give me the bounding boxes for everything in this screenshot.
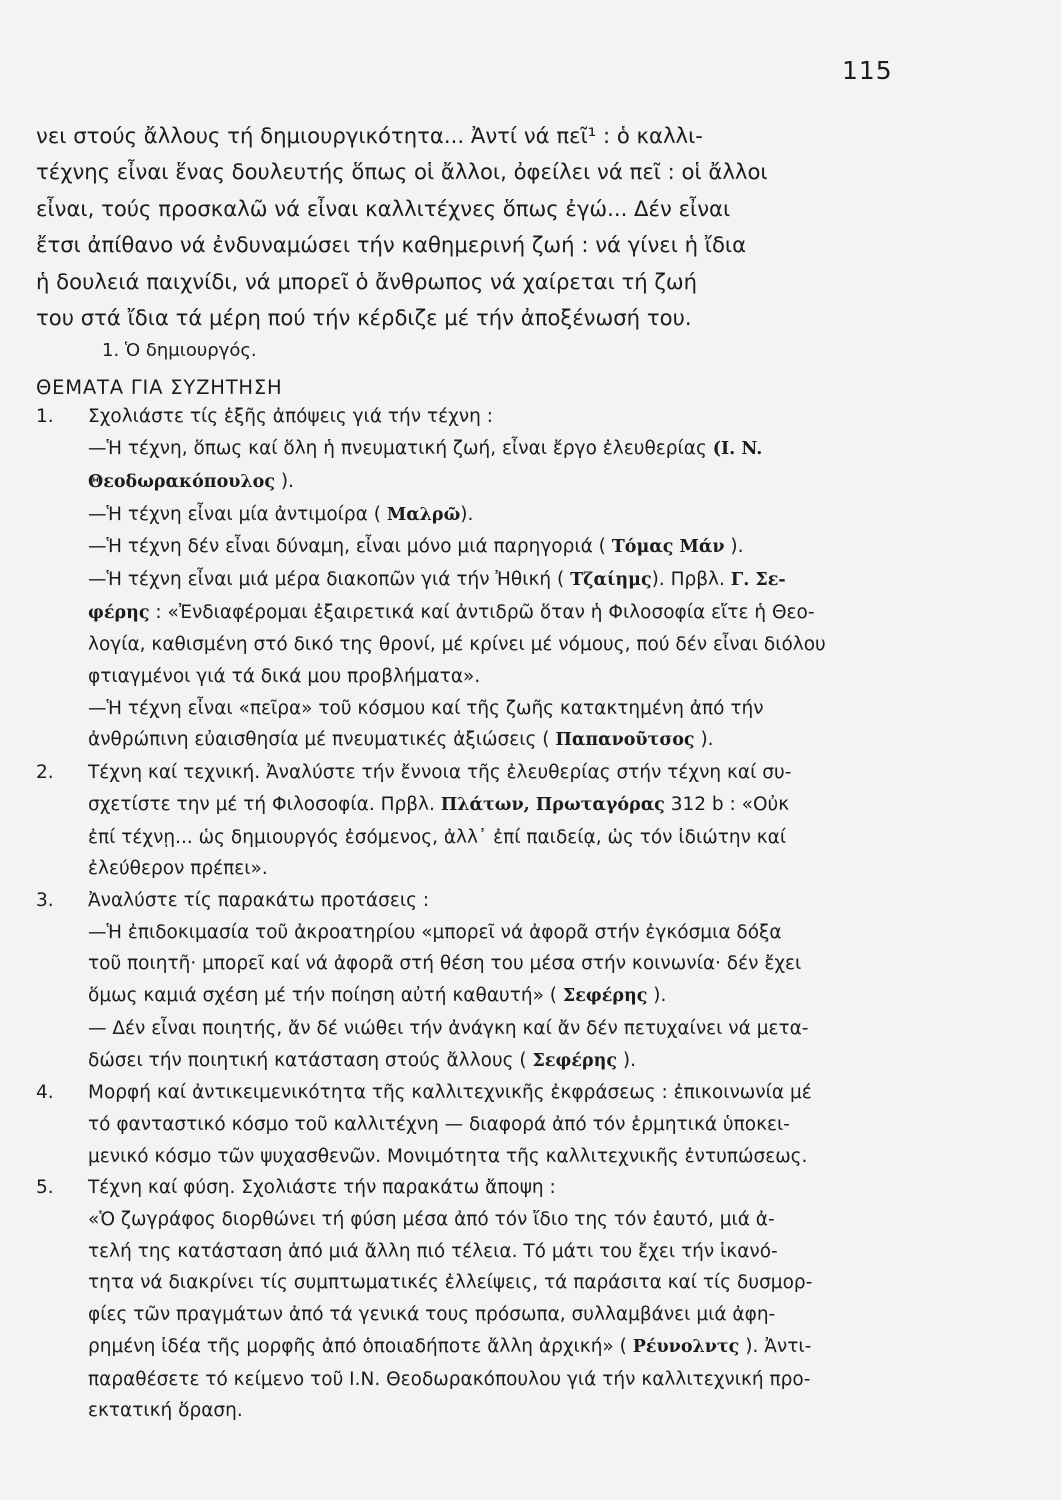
quote-line: παραθέσετε τό κείμενο τοῦ I.N. Θεοδωρακόπουλου γιά τήν καλλιτεχνική προ- xyxy=(88,1368,811,1390)
quote-text: ὅμως καμιά σχέση μέ τήν ποίηση αὐτή καθαυτή» ( xyxy=(88,985,563,1007)
quote-line: — Δέν εἶναι ποιητής, ἄν δέ νιώθει τήν ἀνάγκη καί ἄν δέν πετυχαίνει νά μετα- xyxy=(88,1017,809,1039)
topic-line: Ἀναλύστε τίς παρακάτω προτάσεις : xyxy=(88,889,430,911)
topic-line: ἐπί τέχνῃ... ὡς δημιουργός ἐσόμενος, ἀλλ᾽ ἐπί παιδείᾳ, ὡς τόν ἰδιώτην καί xyxy=(88,826,787,848)
quote-text: ). xyxy=(724,536,744,558)
author-name: Ρέυνολντς xyxy=(632,1336,740,1357)
topic-line: τό φανταστικό κόσμο τοῦ καλλιτέχνη — διαφορά ἀπό τόν ἑρμητικά ὑποκει- xyxy=(88,1113,790,1135)
quote-line xyxy=(88,433,892,466)
author-name: Γ. Σε- xyxy=(730,569,786,590)
quote-line: τοῦ ποιητῆ· μπορεῖ καί νά ἀφορᾶ στή θέση του μέσα στήν κοινωνία· δέν ἔχει xyxy=(88,953,802,975)
topic-text: 312 b : «Οὐκ xyxy=(664,793,790,815)
quote-text: ἀνθρώπινη εὐαισθησία μέ πνευματικές ἀξιώσεις ( xyxy=(88,729,556,751)
author-name: Πλάτων, Πρωταγόρας xyxy=(440,794,665,815)
quote-line xyxy=(88,1045,892,1078)
topic-item xyxy=(36,401,892,757)
quote-text: ). xyxy=(460,503,474,525)
quote-line xyxy=(88,980,892,1013)
topic-line: ἐλεύθερον πρέπει». xyxy=(88,858,268,880)
author-name: Τζαίημς xyxy=(570,569,652,590)
quote-line xyxy=(88,531,892,564)
quote-text: ). Ἀντι- xyxy=(739,1335,812,1357)
topic-item xyxy=(36,1077,892,1172)
topic-item xyxy=(36,757,892,885)
quote-line: τητα νά διακρίνει τίς συμπτωματικές ἐλλείψεις, τά παράσιτα καί τίς δυσμορ- xyxy=(88,1272,813,1294)
topic-item xyxy=(36,1172,892,1427)
quote-line: «Ὁ ζωγράφος διορθώνει τή φύση μέσα ἀπό τόν ἴδιο της τόν ἑαυτό, μιά ἀ- xyxy=(88,1209,775,1231)
quote-line xyxy=(88,597,892,630)
quote-line: τελή της κατάσταση ἀπό μιά ἄλλη πιό τέλεια. Τό μάτι του ἔχει τήν ἱκανό- xyxy=(88,1240,778,1262)
topic-line: Τέχνη καί τεχνική. Ἀναλύστε τήν ἔννοια τῆς ἐλευθερίας στήν τέχνη καί συ- xyxy=(88,762,792,784)
quote-line xyxy=(88,499,892,532)
topic-number: 4. xyxy=(36,1082,54,1104)
quote-line xyxy=(88,724,892,757)
footnote: 1. Ὁ δημιουργός. xyxy=(102,340,257,362)
quote-line xyxy=(88,564,892,597)
quote-text: —Ἡ τέχνη δέν εἶναι δύναμη, εἶναι μόνο μιά παρηγοριά ( xyxy=(88,536,612,558)
quote-text: ). xyxy=(617,1049,636,1071)
text-line: νει στούς ἄλλους τή δημιουργικότητα... Ἀντί νά πεῖ¹ : ὁ καλλι- xyxy=(36,123,703,148)
author-name: φέρης xyxy=(88,602,150,623)
text-line: τέχνης εἶναι ἕνας δουλευτής ὅπως οἱ ἄλλοι, ὀφείλει νά πεῖ : οἱ ἄλλοι xyxy=(36,159,768,185)
quote-text: ). Πρβλ. xyxy=(651,568,731,590)
topic-number: 1. xyxy=(36,406,54,428)
quote-text: —Ἡ τέχνη εἶναι μία ἀντιμοίρα ( xyxy=(88,503,387,525)
discussion-topics xyxy=(36,401,892,1427)
author-name: Σεφέρης xyxy=(532,1050,618,1071)
quote-text: ). xyxy=(647,985,667,1007)
quote-line: φίες τῶν πραγμάτων ἀπό τά γενικά τους πρόσωπα, συλλαμβάνει μιά ἀφη- xyxy=(88,1304,776,1326)
topic-number: 3. xyxy=(36,889,54,911)
text-line: εἶναι, τούς προσκαλῶ νά εἶναι καλλιτέχνες ὅπως ἐγώ... Δέν εἶναι xyxy=(36,195,731,221)
topic-line: Σχολιάστε τίς ἑξῆς ἀπόψεις γιά τήν τέχνη : xyxy=(88,406,493,428)
quote-text: ρημένη ἰδέα τῆς μορφῆς ἀπό ὁποιαδήποτε ἄλλη ἀρχική» ( xyxy=(88,1335,633,1357)
quote-line: εκτατική ὅραση. xyxy=(88,1400,243,1422)
intro-paragraph xyxy=(36,118,892,336)
text-line: του στά ἴδια τά μέρη πού τήν κέρδιζε μέ τήν ἀποξένωσή του. xyxy=(36,305,692,331)
quote-text: : «Ἐνδιαφέρομαι ἐξαιρετικά καί ἀντιδρῶ ὅταν ἡ Φιλοσοφία εἴτε ἡ Θεο- xyxy=(149,601,815,623)
topic-line: Μορφή καί ἀντικειμενικότητα τῆς καλλιτεχνικῆς ἐκφράσεως : ἐπικοινωνία μέ xyxy=(88,1082,812,1104)
topic-number: 2. xyxy=(36,762,54,784)
page-number: 115 xyxy=(842,56,893,85)
author-name: Θεοδωρακόπουλος xyxy=(88,471,276,492)
topic-text: σχετίστε την μέ τή Φιλοσοφία. Πρβλ. xyxy=(88,793,441,815)
quote-text: —Ἡ τέχνη εἶναι μιά μέρα διακοπῶν γιά τήν Ἠθική ( xyxy=(88,568,571,590)
topic-number: 5. xyxy=(36,1177,54,1199)
quote-line xyxy=(88,466,892,499)
topic-line xyxy=(88,789,892,822)
quote-line xyxy=(88,1331,892,1364)
quote-line: —Ἡ ἐπιδοκιμασία τοῦ ἀκροατηρίου «μπορεῖ νά ἀφορᾶ στήν ἐγκόσμια δόξα xyxy=(88,921,782,943)
page-body xyxy=(36,118,892,1427)
quote-line: λογία, καθισμένη στό δικό της θρονί, μέ κρίνει μέ νόμους, πού δέν εἶναι διόλου xyxy=(88,634,826,656)
text-line: ἔτσι ἀπίθανο νά ἐνδυναμώσει τήν καθημερινή ζωή : νά γίνει ἡ ἴδια xyxy=(36,232,747,258)
topic-item xyxy=(36,885,892,1077)
quote-text: ). xyxy=(694,729,714,751)
quote-text: δώσει τήν ποιητική κατάσταση στούς ἄλλους ( xyxy=(88,1049,533,1071)
author-name: Τόμας Μάν xyxy=(611,537,725,558)
author-name: (I. N. xyxy=(712,439,763,460)
quote-line: φτιαγμένοι γιά τά δικά μου προβλήματα». xyxy=(88,666,481,688)
section-title: ΘΕΜΑΤΑ ΓΙΑ ΣΥΖΗΤΗΣΗ xyxy=(36,376,283,400)
author-name: Σεφέρης xyxy=(562,986,648,1007)
quote-text: ). xyxy=(275,470,294,492)
topic-line: μενικό κόσμο τῶν ψυχασθενῶν. Μονιμότητα τῆς καλλιτεχνικῆς ἐντυπώσεως. xyxy=(88,1145,808,1167)
quote-text: —Ἡ τέχνη, ὅπως καί ὅλη ἡ πνευματική ζωή, εἶναι ἔργο ἐλευθερίας xyxy=(88,438,713,460)
quote-line: —Ἡ τέχνη εἶναι «πεῖρα» τοῦ κόσμου καί τῆς ζωῆς κατακτημένη ἀπό τήν xyxy=(88,697,764,719)
author-name: Παπανοῦτσος xyxy=(555,730,695,751)
author-name: Μαλρῶ xyxy=(386,504,461,525)
text-line: ἡ δουλειά παιχνίδι, νά μπορεῖ ὁ ἄνθρωπος νά χαίρεται τή ζωή xyxy=(36,268,698,294)
topic-line: Τέχνη καί φύση. Σχολιάστε τήν παρακάτω ἄποψη : xyxy=(88,1177,556,1199)
